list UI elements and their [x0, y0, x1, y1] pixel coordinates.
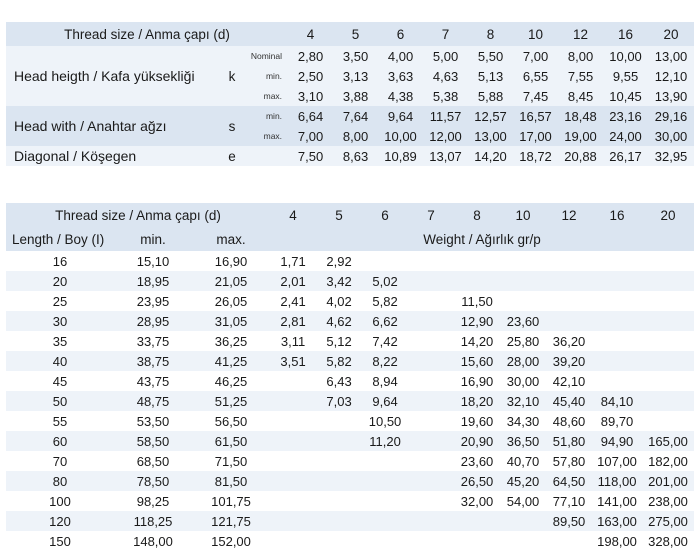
length-min: 118,25	[114, 511, 192, 531]
size-col-header: 12	[558, 22, 603, 46]
table-row	[6, 106, 694, 126]
size-col-header: 7	[423, 22, 468, 46]
weight-value: 11,50	[454, 291, 500, 311]
weight-value: 3,51	[270, 351, 316, 371]
weight-value: 54,00	[500, 491, 546, 511]
weight-value: 40,70	[500, 451, 546, 471]
weight-value: 5,82	[316, 351, 362, 371]
cell-value: 19,00	[558, 126, 603, 146]
min-col-header: min.	[114, 227, 192, 251]
qualifier-none	[240, 146, 288, 166]
weight-value: 4,62	[316, 311, 362, 331]
cell-value: 8,45	[558, 86, 603, 106]
weight-value	[408, 431, 454, 451]
qualifier-max: max.	[240, 126, 288, 146]
weight-value: 48,60	[546, 411, 592, 431]
length-min: 68,50	[114, 451, 192, 471]
cell-value: 30,00	[648, 126, 694, 146]
weight-value	[642, 391, 694, 411]
length-max: 71,50	[192, 451, 270, 471]
cell-value: 2,50	[288, 66, 333, 86]
weight-value: 2,41	[270, 291, 316, 311]
length-min: 58,50	[114, 431, 192, 451]
weight-value: 165,00	[642, 431, 694, 451]
weight-value: 7,03	[316, 391, 362, 411]
size-col-header: 5	[316, 203, 362, 227]
weight-value	[270, 471, 316, 491]
weight-value	[362, 531, 408, 551]
weight-value	[500, 511, 546, 531]
weight-value	[592, 311, 642, 331]
cell-value: 4,63	[423, 66, 468, 86]
table-row	[6, 351, 694, 371]
length-value: 80	[6, 471, 114, 491]
weight-value: 34,30	[500, 411, 546, 431]
size-col-header: 6	[378, 22, 423, 46]
size-col-header: 16	[592, 203, 642, 227]
length-value: 50	[6, 391, 114, 411]
weight-value	[454, 531, 500, 551]
weight-value: 182,00	[642, 451, 694, 471]
cell-value: 7,45	[513, 86, 558, 106]
cell-value: 9,64	[378, 106, 423, 126]
length-min: 98,25	[114, 491, 192, 511]
weight-value: 2,81	[270, 311, 316, 331]
weight-value	[270, 391, 316, 411]
length-max: 36,25	[192, 331, 270, 351]
length-value: 120	[6, 511, 114, 531]
cell-value: 2,80	[288, 46, 333, 66]
size-col-header: 6	[362, 203, 408, 227]
weight-value	[316, 451, 362, 471]
cell-value: 17,00	[513, 126, 558, 146]
cell-value: 4,38	[378, 86, 423, 106]
cell-value: 3,88	[333, 86, 378, 106]
cell-value: 8,00	[333, 126, 378, 146]
weight-value: 7,42	[362, 331, 408, 351]
weight-value: 42,10	[546, 371, 592, 391]
weight-value	[316, 471, 362, 491]
weight-value: 107,00	[592, 451, 642, 471]
cell-value: 8,00	[558, 46, 603, 66]
table-row	[6, 411, 694, 431]
weight-value: 6,62	[362, 311, 408, 331]
weight-value: 64,50	[546, 471, 592, 491]
weight-value: 201,00	[642, 471, 694, 491]
row-symbol-s: s	[224, 106, 240, 146]
row-label-head-width: Head with / Anahtar ağzı	[6, 106, 224, 146]
weight-value: 26,50	[454, 471, 500, 491]
length-max: 31,05	[192, 311, 270, 331]
table-row	[6, 251, 694, 271]
weight-value: 2,01	[270, 271, 316, 291]
weight-value: 8,94	[362, 371, 408, 391]
weight-value	[408, 411, 454, 431]
weight-value	[408, 331, 454, 351]
size-col-header: 4	[270, 203, 316, 227]
weight-value	[408, 491, 454, 511]
weight-value: 28,00	[500, 351, 546, 371]
cell-value: 3,63	[378, 66, 423, 86]
table-row	[6, 431, 694, 451]
weight-value: 51,80	[546, 431, 592, 451]
qualifier-min: min.	[240, 106, 288, 126]
weight-value: 18,20	[454, 391, 500, 411]
weight-value	[592, 331, 642, 351]
cell-value: 7,64	[333, 106, 378, 126]
cell-value: 20,88	[558, 146, 603, 166]
weight-value	[642, 251, 694, 271]
weight-value: 14,20	[454, 331, 500, 351]
weight-value	[316, 531, 362, 551]
thread-size-header: Thread size / Anma çapı (d)	[6, 22, 288, 46]
weight-value: 141,00	[592, 491, 642, 511]
cell-value: 3,50	[333, 46, 378, 66]
cell-value: 12,57	[468, 106, 513, 126]
table-row	[6, 491, 694, 511]
weight-value	[316, 431, 362, 451]
length-max: 61,50	[192, 431, 270, 451]
length-max: 41,25	[192, 351, 270, 371]
weight-value: 94,90	[592, 431, 642, 451]
weight-value: 39,20	[546, 351, 592, 371]
length-min: 38,75	[114, 351, 192, 371]
weight-value	[408, 311, 454, 331]
weight-value: 5,82	[362, 291, 408, 311]
length-max: 16,90	[192, 251, 270, 271]
table-row	[6, 146, 694, 166]
row-label-head-height: Head heigth / Kafa yüksekliği	[6, 46, 224, 106]
weight-value: 10,50	[362, 411, 408, 431]
cell-value: 7,50	[288, 146, 333, 166]
size-col-header: 8	[454, 203, 500, 227]
cell-value: 10,00	[378, 126, 423, 146]
cell-value: 3,10	[288, 86, 333, 106]
weight-value	[362, 511, 408, 531]
weight-value	[546, 251, 592, 271]
table-row	[6, 371, 694, 391]
weight-value: 45,20	[500, 471, 546, 491]
cell-value: 11,57	[423, 106, 468, 126]
weight-value: 30,00	[500, 371, 546, 391]
weight-value	[592, 271, 642, 291]
weight-value	[408, 271, 454, 291]
qualifier-min: min.	[240, 66, 288, 86]
max-col-header: max.	[192, 227, 270, 251]
cell-value: 13,90	[648, 86, 694, 106]
weight-table-header-row	[6, 203, 694, 227]
weight-value	[408, 391, 454, 411]
weight-value: 198,00	[592, 531, 642, 551]
table-row	[6, 331, 694, 351]
length-value: 40	[6, 351, 114, 371]
weight-value: 6,43	[316, 371, 362, 391]
length-value: 30	[6, 311, 114, 331]
weight-value	[592, 251, 642, 271]
weight-value: 3,42	[316, 271, 362, 291]
cell-value: 29,16	[648, 106, 694, 126]
cell-value: 10,45	[603, 86, 648, 106]
cell-value: 18,48	[558, 106, 603, 126]
weight-value: 19,60	[454, 411, 500, 431]
length-value: 25	[6, 291, 114, 311]
weight-value	[408, 291, 454, 311]
size-col-header: 20	[642, 203, 694, 227]
length-value: 60	[6, 431, 114, 451]
length-value: 20	[6, 271, 114, 291]
weight-value	[408, 471, 454, 491]
weight-value	[642, 411, 694, 431]
weight-value: 1,71	[270, 251, 316, 271]
weight-table	[6, 203, 694, 551]
length-min: 43,75	[114, 371, 192, 391]
weight-value	[642, 371, 694, 391]
weight-value: 9,64	[362, 391, 408, 411]
length-min: 53,50	[114, 411, 192, 431]
length-min: 28,95	[114, 311, 192, 331]
weight-value	[546, 531, 592, 551]
length-value: 35	[6, 331, 114, 351]
size-col-header: 7	[408, 203, 454, 227]
cell-value: 6,55	[513, 66, 558, 86]
cell-value: 9,55	[603, 66, 648, 86]
weight-value	[642, 331, 694, 351]
weight-value: 57,80	[546, 451, 592, 471]
weight-group-header: Weight / Ağırlık gr/p	[270, 227, 694, 251]
row-label-diagonal: Diagonal / Köşegen	[6, 146, 224, 166]
weight-value	[500, 531, 546, 551]
weight-value	[642, 351, 694, 371]
table-row	[6, 451, 694, 471]
weight-value	[408, 351, 454, 371]
weight-value	[454, 251, 500, 271]
weight-value: 328,00	[642, 531, 694, 551]
weight-value	[546, 311, 592, 331]
weight-value	[270, 531, 316, 551]
weight-value: 163,00	[592, 511, 642, 531]
length-min: 78,50	[114, 471, 192, 491]
cell-value: 5,38	[423, 86, 468, 106]
size-col-header: 16	[603, 22, 648, 46]
weight-value	[408, 251, 454, 271]
weight-value	[546, 291, 592, 311]
table-row	[6, 391, 694, 411]
weight-value	[316, 411, 362, 431]
cell-value: 8,63	[333, 146, 378, 166]
weight-value	[642, 311, 694, 331]
weight-value: 77,10	[546, 491, 592, 511]
length-min: 18,95	[114, 271, 192, 291]
weight-value: 32,10	[500, 391, 546, 411]
weight-value: 4,02	[316, 291, 362, 311]
cell-value: 5,13	[468, 66, 513, 86]
length-value: 16	[6, 251, 114, 271]
length-max: 21,05	[192, 271, 270, 291]
table-row	[6, 471, 694, 491]
cell-value: 7,00	[288, 126, 333, 146]
size-col-header: 4	[288, 22, 333, 46]
length-min: 48,75	[114, 391, 192, 411]
weight-value	[270, 491, 316, 511]
cell-value: 7,55	[558, 66, 603, 86]
thread-size-header: Thread size / Anma çapı (d)	[6, 203, 270, 227]
weight-value	[270, 411, 316, 431]
cell-value: 26,17	[603, 146, 648, 166]
length-max: 121,75	[192, 511, 270, 531]
size-col-header: 5	[333, 22, 378, 46]
row-symbol-k: k	[224, 46, 240, 106]
weight-value	[362, 251, 408, 271]
size-col-header: 12	[546, 203, 592, 227]
cell-value: 5,00	[423, 46, 468, 66]
weight-value: 32,00	[454, 491, 500, 511]
table-row	[6, 271, 694, 291]
length-max: 81,50	[192, 471, 270, 491]
length-max: 152,00	[192, 531, 270, 551]
weight-value	[408, 531, 454, 551]
cell-value: 10,89	[378, 146, 423, 166]
table-row	[6, 311, 694, 331]
cell-value: 10,00	[603, 46, 648, 66]
weight-table-subheader-row	[6, 227, 694, 251]
qualifier-max: max.	[240, 86, 288, 106]
weight-value	[592, 371, 642, 391]
weight-value	[408, 371, 454, 391]
weight-value	[642, 291, 694, 311]
cell-value: 18,72	[513, 146, 558, 166]
weight-value	[454, 271, 500, 291]
weight-value: 23,60	[500, 311, 546, 331]
table-row	[6, 531, 694, 551]
cell-value: 13,00	[648, 46, 694, 66]
length-max: 56,50	[192, 411, 270, 431]
length-min: 23,95	[114, 291, 192, 311]
weight-value: 89,50	[546, 511, 592, 531]
size-col-header: 10	[513, 22, 558, 46]
weight-value: 118,00	[592, 471, 642, 491]
length-value: 45	[6, 371, 114, 391]
weight-value: 89,70	[592, 411, 642, 431]
weight-value: 11,20	[362, 431, 408, 451]
length-value: 150	[6, 531, 114, 551]
size-col-header: 10	[500, 203, 546, 227]
cell-value: 13,00	[468, 126, 513, 146]
length-value: 55	[6, 411, 114, 431]
cell-value: 12,10	[648, 66, 694, 86]
weight-value: 8,22	[362, 351, 408, 371]
cell-value: 14,20	[468, 146, 513, 166]
table-row	[6, 46, 694, 66]
weight-value	[270, 451, 316, 471]
weight-value	[362, 491, 408, 511]
weight-value: 16,90	[454, 371, 500, 391]
cell-value: 12,00	[423, 126, 468, 146]
weight-value	[316, 491, 362, 511]
weight-value	[592, 351, 642, 371]
weight-value: 3,11	[270, 331, 316, 351]
cell-value: 16,57	[513, 106, 558, 126]
length-value: 100	[6, 491, 114, 511]
weight-value	[362, 471, 408, 491]
weight-value	[270, 511, 316, 531]
weight-value	[546, 271, 592, 291]
length-max: 26,05	[192, 291, 270, 311]
weight-value	[592, 291, 642, 311]
row-symbol-e: e	[224, 146, 240, 166]
weight-value	[270, 431, 316, 451]
length-min: 33,75	[114, 331, 192, 351]
weight-value	[642, 271, 694, 291]
size-col-header: 8	[468, 22, 513, 46]
cell-value: 5,50	[468, 46, 513, 66]
weight-value: 84,10	[592, 391, 642, 411]
weight-value	[454, 511, 500, 531]
weight-value	[500, 291, 546, 311]
weight-value	[316, 511, 362, 531]
weight-value: 2,92	[316, 251, 362, 271]
cell-value: 4,00	[378, 46, 423, 66]
weight-value	[500, 251, 546, 271]
cell-value: 6,64	[288, 106, 333, 126]
weight-value: 5,12	[316, 331, 362, 351]
weight-value: 238,00	[642, 491, 694, 511]
weight-value	[500, 271, 546, 291]
length-value: 70	[6, 451, 114, 471]
weight-value: 25,80	[500, 331, 546, 351]
length-max: 101,75	[192, 491, 270, 511]
cell-value: 32,95	[648, 146, 694, 166]
size-col-header: 20	[648, 22, 694, 46]
length-max: 46,25	[192, 371, 270, 391]
cell-value: 7,00	[513, 46, 558, 66]
weight-value: 45,40	[546, 391, 592, 411]
cell-value: 23,16	[603, 106, 648, 126]
table-row	[6, 291, 694, 311]
weight-value: 23,60	[454, 451, 500, 471]
weight-value	[408, 511, 454, 531]
weight-value	[270, 371, 316, 391]
weight-value: 20,90	[454, 431, 500, 451]
weight-value: 275,00	[642, 511, 694, 531]
weight-value	[408, 451, 454, 471]
table-header-row	[6, 22, 694, 46]
weight-value: 36,50	[500, 431, 546, 451]
qualifier-nominal: Nominal	[240, 46, 288, 66]
weight-table-body	[6, 203, 694, 551]
cell-value: 5,88	[468, 86, 513, 106]
length-min: 148,00	[114, 531, 192, 551]
table-row	[6, 511, 694, 531]
cell-value: 13,07	[423, 146, 468, 166]
weight-value: 15,60	[454, 351, 500, 371]
cell-value: 24,00	[603, 126, 648, 146]
weight-value	[362, 451, 408, 471]
cell-value: 3,13	[333, 66, 378, 86]
weight-value: 12,90	[454, 311, 500, 331]
length-min: 15,10	[114, 251, 192, 271]
head-dimensions-body	[6, 22, 694, 166]
length-max: 51,25	[192, 391, 270, 411]
head-dimensions-table	[6, 22, 694, 166]
weight-value: 5,02	[362, 271, 408, 291]
length-col-header: Length / Boy (I)	[6, 227, 114, 251]
weight-value: 36,20	[546, 331, 592, 351]
